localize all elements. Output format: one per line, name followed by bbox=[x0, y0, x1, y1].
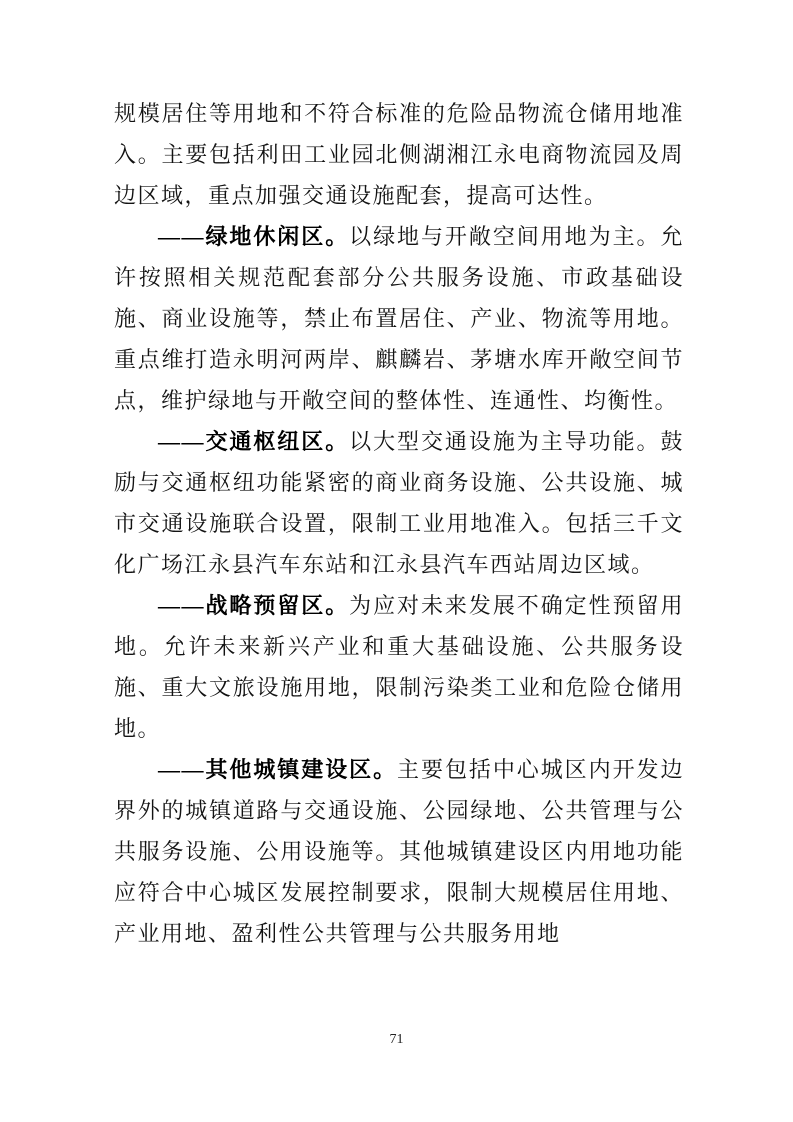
paragraph-body: 规模居住等用地和不符合标准的危险品物流仓储用地准入。主要包括利田工业园北侧湖湘江永电商物流园及周边区域，重点加强交通设施配套，提高可达性。 bbox=[114, 101, 684, 208]
paragraph bbox=[114, 421, 684, 585]
paragraph bbox=[114, 585, 684, 749]
section-heading: ——其他城镇建设区。 bbox=[158, 757, 398, 782]
paragraph-body: 以大型交通设施为主导功能。鼓励与交通枢纽功能紧密的商业商务设施、公共设施、城市交通设施联合设置，限制工业用地准入。包括三千文化广场江永县汽车东站和江永县汽车西站周边区域。 bbox=[114, 429, 684, 577]
paragraph bbox=[114, 216, 684, 421]
paragraph bbox=[114, 749, 684, 954]
section-heading: ——绿地休闲区。 bbox=[158, 224, 350, 249]
paragraph-body: 以绿地与开敞空间用地为主。允许按照相关规范配套部分公共服务设施、市政基础设施、商业设施等，禁止布置居住、产业、物流等用地。重点维打造永明河两岸、麒麟岩、茅塘水库开敞空间节点，维护绿地与开敞空间的整体性、连通性、均衡性。 bbox=[114, 224, 684, 413]
section-heading: ——战略预留区。 bbox=[158, 593, 350, 618]
document-content bbox=[114, 93, 684, 954]
paragraph bbox=[114, 93, 684, 216]
page-number: 71 bbox=[389, 1032, 404, 1047]
section-heading: ——交通枢纽区。 bbox=[158, 429, 350, 454]
paragraph-body: 为应对未来发展不确定性预留用地。允许未来新兴产业和重大基础设施、公共服务设施、重大文旅设施用地，限制污染类工业和危险仓储用地。 bbox=[114, 593, 684, 741]
paragraph-body: 主要包括中心城区内开发边界外的城镇道路与交通设施、公园绿地、公共管理与公共服务设施、公用设施等。其他城镇建设区内用地功能应符合中心城区发展控制要求，限制大规模居住用地、产业用地、盈利性公共管理与公共服务用地 bbox=[114, 757, 684, 946]
